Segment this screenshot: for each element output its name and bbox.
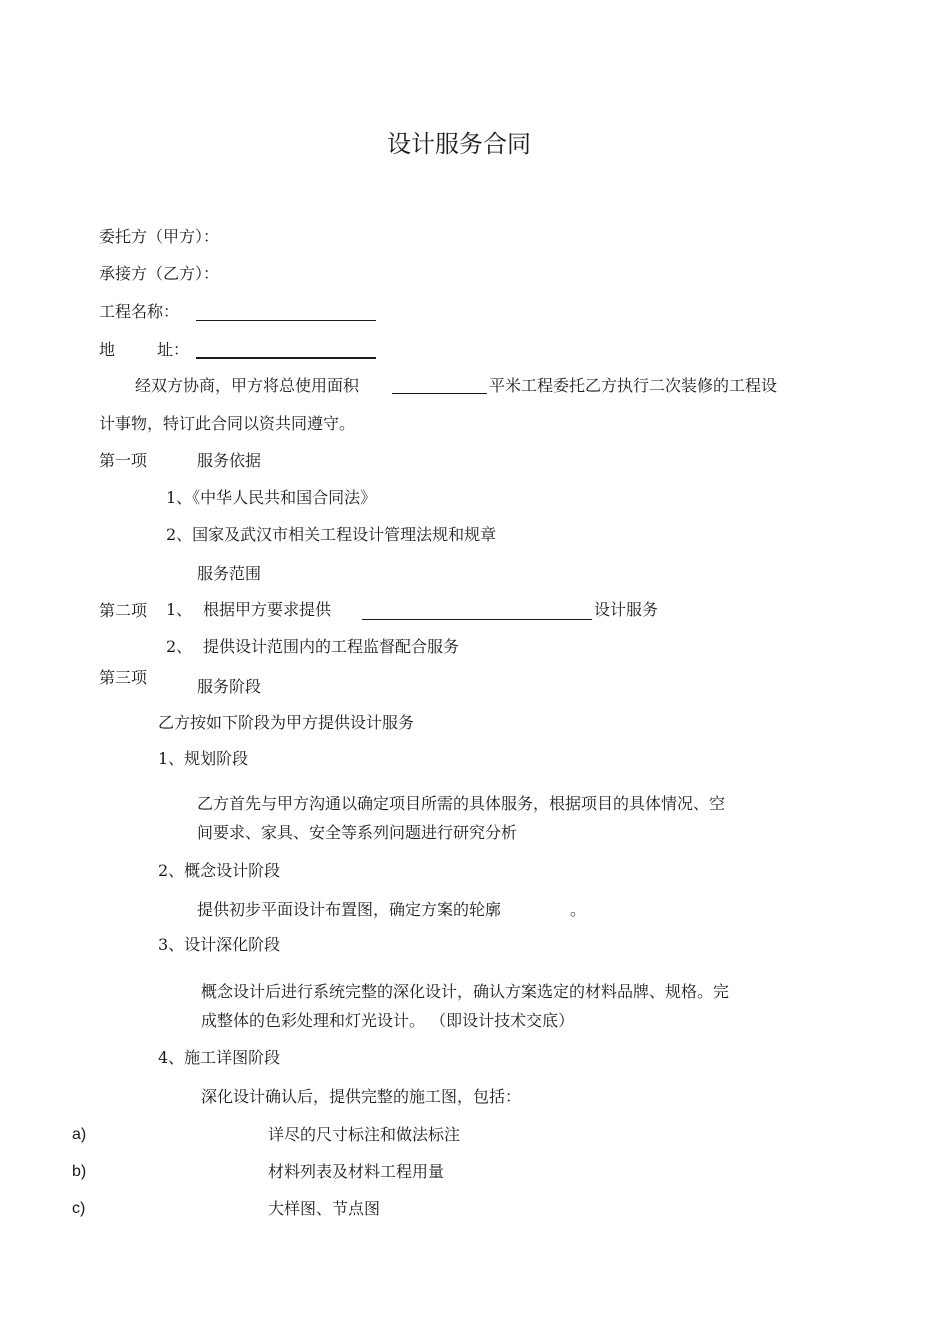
area-blank	[392, 393, 487, 394]
section1-heading: 服务依据	[197, 451, 262, 470]
section1-item: 1、《中华人民共和国合同法》	[166, 488, 377, 507]
project-name-blank	[196, 320, 376, 321]
address-label-part1: 地	[99, 340, 116, 359]
stage2-text-end: 。	[570, 900, 587, 919]
stage1-text-line1: 乙方首先与甲方沟通以确定项目所需的具体服务，根据项目的具体情况、空	[197, 794, 726, 813]
stage1-text-line2: 间要求、家具、安全等系列问题进行研究分析	[197, 823, 518, 842]
address-blank	[196, 357, 376, 359]
party-b-label: 承接方（乙方）：	[99, 264, 220, 283]
section2-item2-text: 提供设计范围内的工程监督配合服务	[203, 637, 460, 656]
party-a-label: 委托方（甲方）：	[99, 227, 220, 246]
intro-line2: 计事物，特订此合同以资共同遵守。	[99, 414, 356, 433]
page-title: 设计服务合同	[387, 130, 531, 158]
stage3-title: 3、设计深化阶段	[158, 935, 281, 954]
list-item-text: 大样图、节点图	[268, 1199, 381, 1218]
stage2-text: 提供初步平面设计布置图，确定方案的轮廓	[197, 900, 502, 919]
stage3-text-line2: 成整体的色彩处理和灯光设计。 （即设计技术交底）	[201, 1011, 575, 1030]
intro-line1-end: 平米工程委托乙方执行二次装修的工程设	[489, 376, 778, 395]
section2-item1-suffix: 设计服务	[594, 600, 659, 619]
section1-item: 2、国家及武汉市相关工程设计管理法规和规章	[166, 525, 497, 544]
stage4-title: 4、施工详图阶段	[158, 1048, 281, 1067]
list-item-marker: c)	[72, 1200, 86, 1217]
intro-line1-start: 经双方协商，甲方将总使用面积	[135, 376, 360, 395]
project-name-label: 工程名称：	[99, 302, 180, 321]
stage4-intro: 深化设计确认后，提供完整的施工图，包括：	[201, 1087, 522, 1106]
list-item-marker: b)	[72, 1163, 87, 1180]
section3-intro: 乙方按如下阶段为甲方提供设计服务	[158, 713, 415, 732]
section3-heading: 服务阶段	[197, 677, 262, 696]
section3-label: 第三项	[99, 668, 148, 687]
section2-item1-text: 根据甲方要求提供	[203, 600, 332, 619]
list-item-text: 材料列表及材料工程用量	[268, 1162, 445, 1181]
section2-label: 第二项	[99, 601, 148, 620]
stage3-text-line1: 概念设计后进行系统完整的深化设计，确认方案选定的材料品牌、规格。完	[201, 982, 730, 1001]
design-scope-blank	[362, 619, 592, 620]
section1-label: 第一项	[99, 451, 148, 470]
section2-item1-number: 1、	[166, 600, 193, 619]
address-label-part2: 址：	[157, 340, 190, 359]
list-item-marker: a)	[72, 1126, 87, 1143]
section2-heading: 服务范围	[197, 564, 262, 583]
stage2-title: 2、概念设计阶段	[158, 861, 281, 880]
list-item-text: 详尽的尺寸标注和做法标注	[268, 1125, 461, 1144]
stage1-title: 1、规划阶段	[158, 749, 249, 768]
section2-item2-number: 2、	[166, 637, 193, 656]
